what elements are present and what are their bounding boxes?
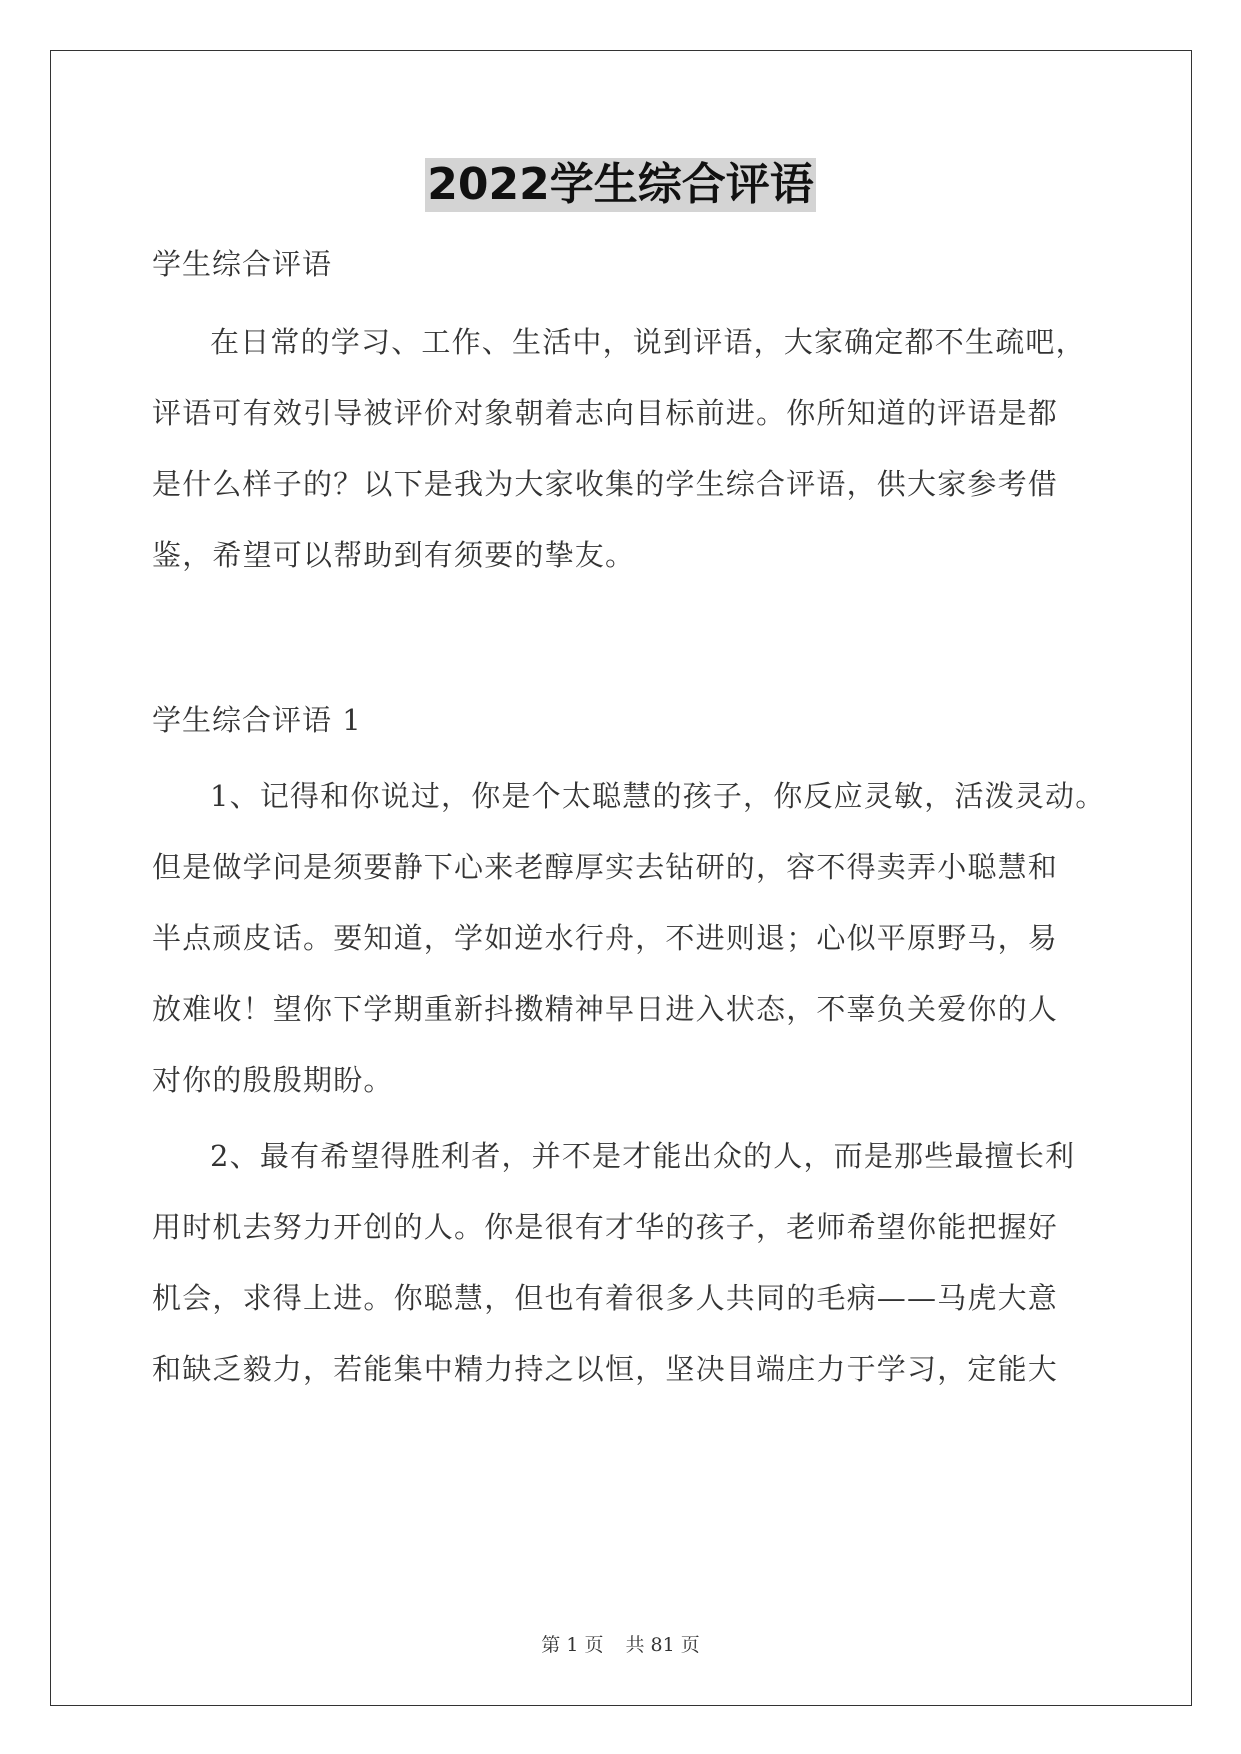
page-total: 共 81 页 xyxy=(625,1634,700,1656)
document-title-text: 2022学生综合评语 xyxy=(427,159,814,210)
intro-line-1: 在日常的学习、工作、生活中，说到评语，大家确定都不生疏吧， xyxy=(210,325,1086,359)
item2-line-4: 和缺乏毅力，若能集中精力持之以恒，坚决目端庄力于学习，定能大 xyxy=(152,1352,1059,1386)
intro-line-2: 评语可有效引导被评价对象朝着志向目标前进。你所知道的评语是都 xyxy=(152,396,1059,430)
item1-line-5: 对你的殷殷期盼。 xyxy=(152,1063,394,1097)
item1-line-2: 但是做学问是须要静下心来老醇厚实去钻研的，容不得卖弄小聪慧和 xyxy=(152,850,1059,884)
intro-line-3: 是什么样子的？以下是我为大家收集的学生综合评语，供大家参考借 xyxy=(152,467,1059,501)
section-heading: 学生综合评语 1 xyxy=(152,703,362,737)
subtitle: 学生综合评语 xyxy=(152,247,333,281)
item1-line-4: 放难收！望你下学期重新抖擞精神早日进入状态，不辜负关爱你的人 xyxy=(152,992,1059,1026)
intro-line-4: 鉴，希望可以帮助到有须要的挚友。 xyxy=(152,538,636,572)
item2-line-1: 2、最有希望得胜利者，并不是才能出众的人，而是那些最擅长利 xyxy=(210,1139,1076,1173)
page-footer xyxy=(0,1630,1241,1657)
page-number: 第 1 页 xyxy=(541,1634,604,1656)
item2-line-3: 机会，求得上进。你聪慧，但也有着很多人共同的毛病——马虎大意 xyxy=(152,1281,1059,1315)
document-title xyxy=(0,158,1241,212)
item1-line-3: 半点顽皮话。要知道，学如逆水行舟，不进则退；心似平原野马，易 xyxy=(152,921,1059,955)
item1-line-1: 1、记得和你说过，你是个太聪慧的孩子，你反应灵敏，活泼灵动。 xyxy=(210,779,1106,813)
item2-line-2: 用时机去努力开创的人。你是很有才华的孩子，老师希望你能把握好 xyxy=(152,1210,1059,1244)
